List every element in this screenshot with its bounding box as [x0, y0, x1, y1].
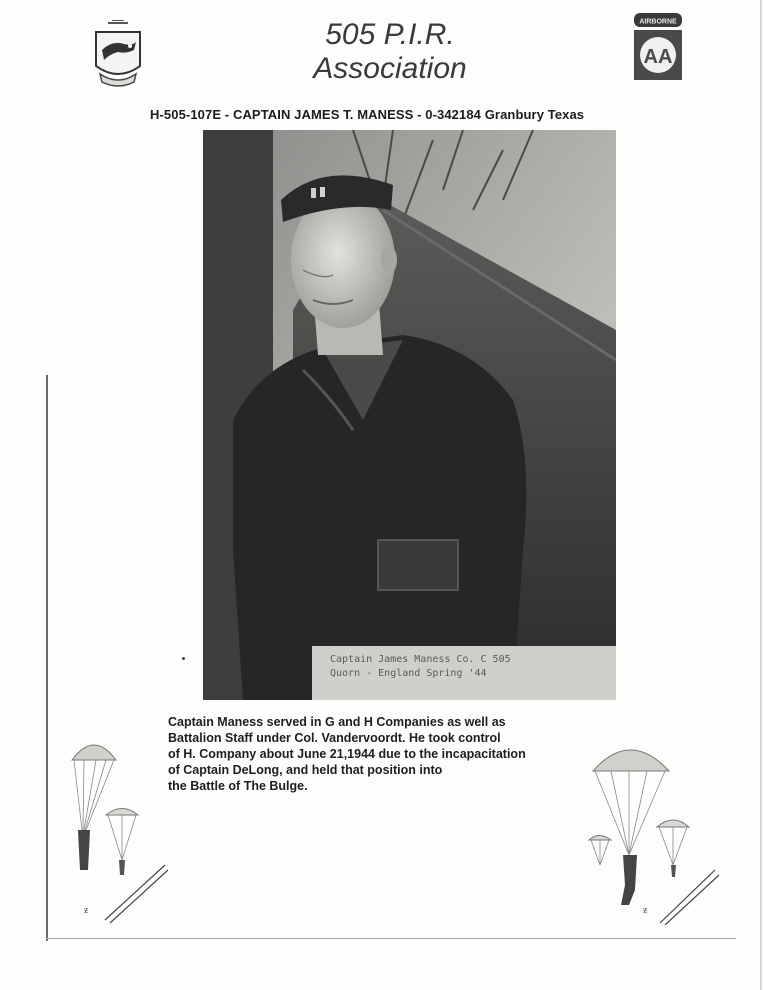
airborne-patch-icon: [632, 13, 684, 83]
portrait-photo: [203, 130, 616, 700]
svg-text:ƶ: ƶ: [84, 905, 89, 916]
photo-caption-line-2: Quorn - England Spring '44: [330, 668, 487, 679]
title-line-1: 505 P.I.R.: [325, 18, 455, 51]
page-edge-right: [760, 0, 762, 990]
speck: [182, 657, 185, 660]
association-title: [250, 18, 530, 86]
bio-line-4: of Captain DeLong, and held that position into: [168, 763, 443, 777]
parachutists-right-icon: [585, 735, 720, 925]
biography-paragraph: [168, 714, 608, 794]
bio-line-1: Captain Maness served in G and H Companies as well as: [168, 715, 506, 729]
photo-caption-line-1: Captain James Maness Co. C 505: [330, 654, 511, 665]
page-edge-bottom: [46, 938, 736, 939]
soldier-record-header: H-505-107E - CAPTAIN JAMES T. MANESS - 0-342184 Granbury Texas: [150, 107, 585, 122]
panther-crest-icon: [92, 20, 144, 90]
page-edge-left: [46, 375, 48, 941]
parachutists-left-icon: [70, 730, 170, 925]
photo-caption: [330, 653, 610, 681]
title-line-2: Association: [313, 52, 467, 85]
bio-line-3: of H. Company about June 21,1944 due to the incapacitation: [168, 747, 526, 761]
bio-line-2: Battalion Staff under Col. Vandervoordt. He took control: [168, 731, 501, 745]
svg-text:ƶ: ƶ: [643, 905, 648, 916]
patch-tab-text: AIRBORNE: [639, 18, 677, 26]
patch-letters: AA: [643, 46, 673, 68]
bio-line-5: the Battle of The Bulge.: [168, 779, 308, 793]
